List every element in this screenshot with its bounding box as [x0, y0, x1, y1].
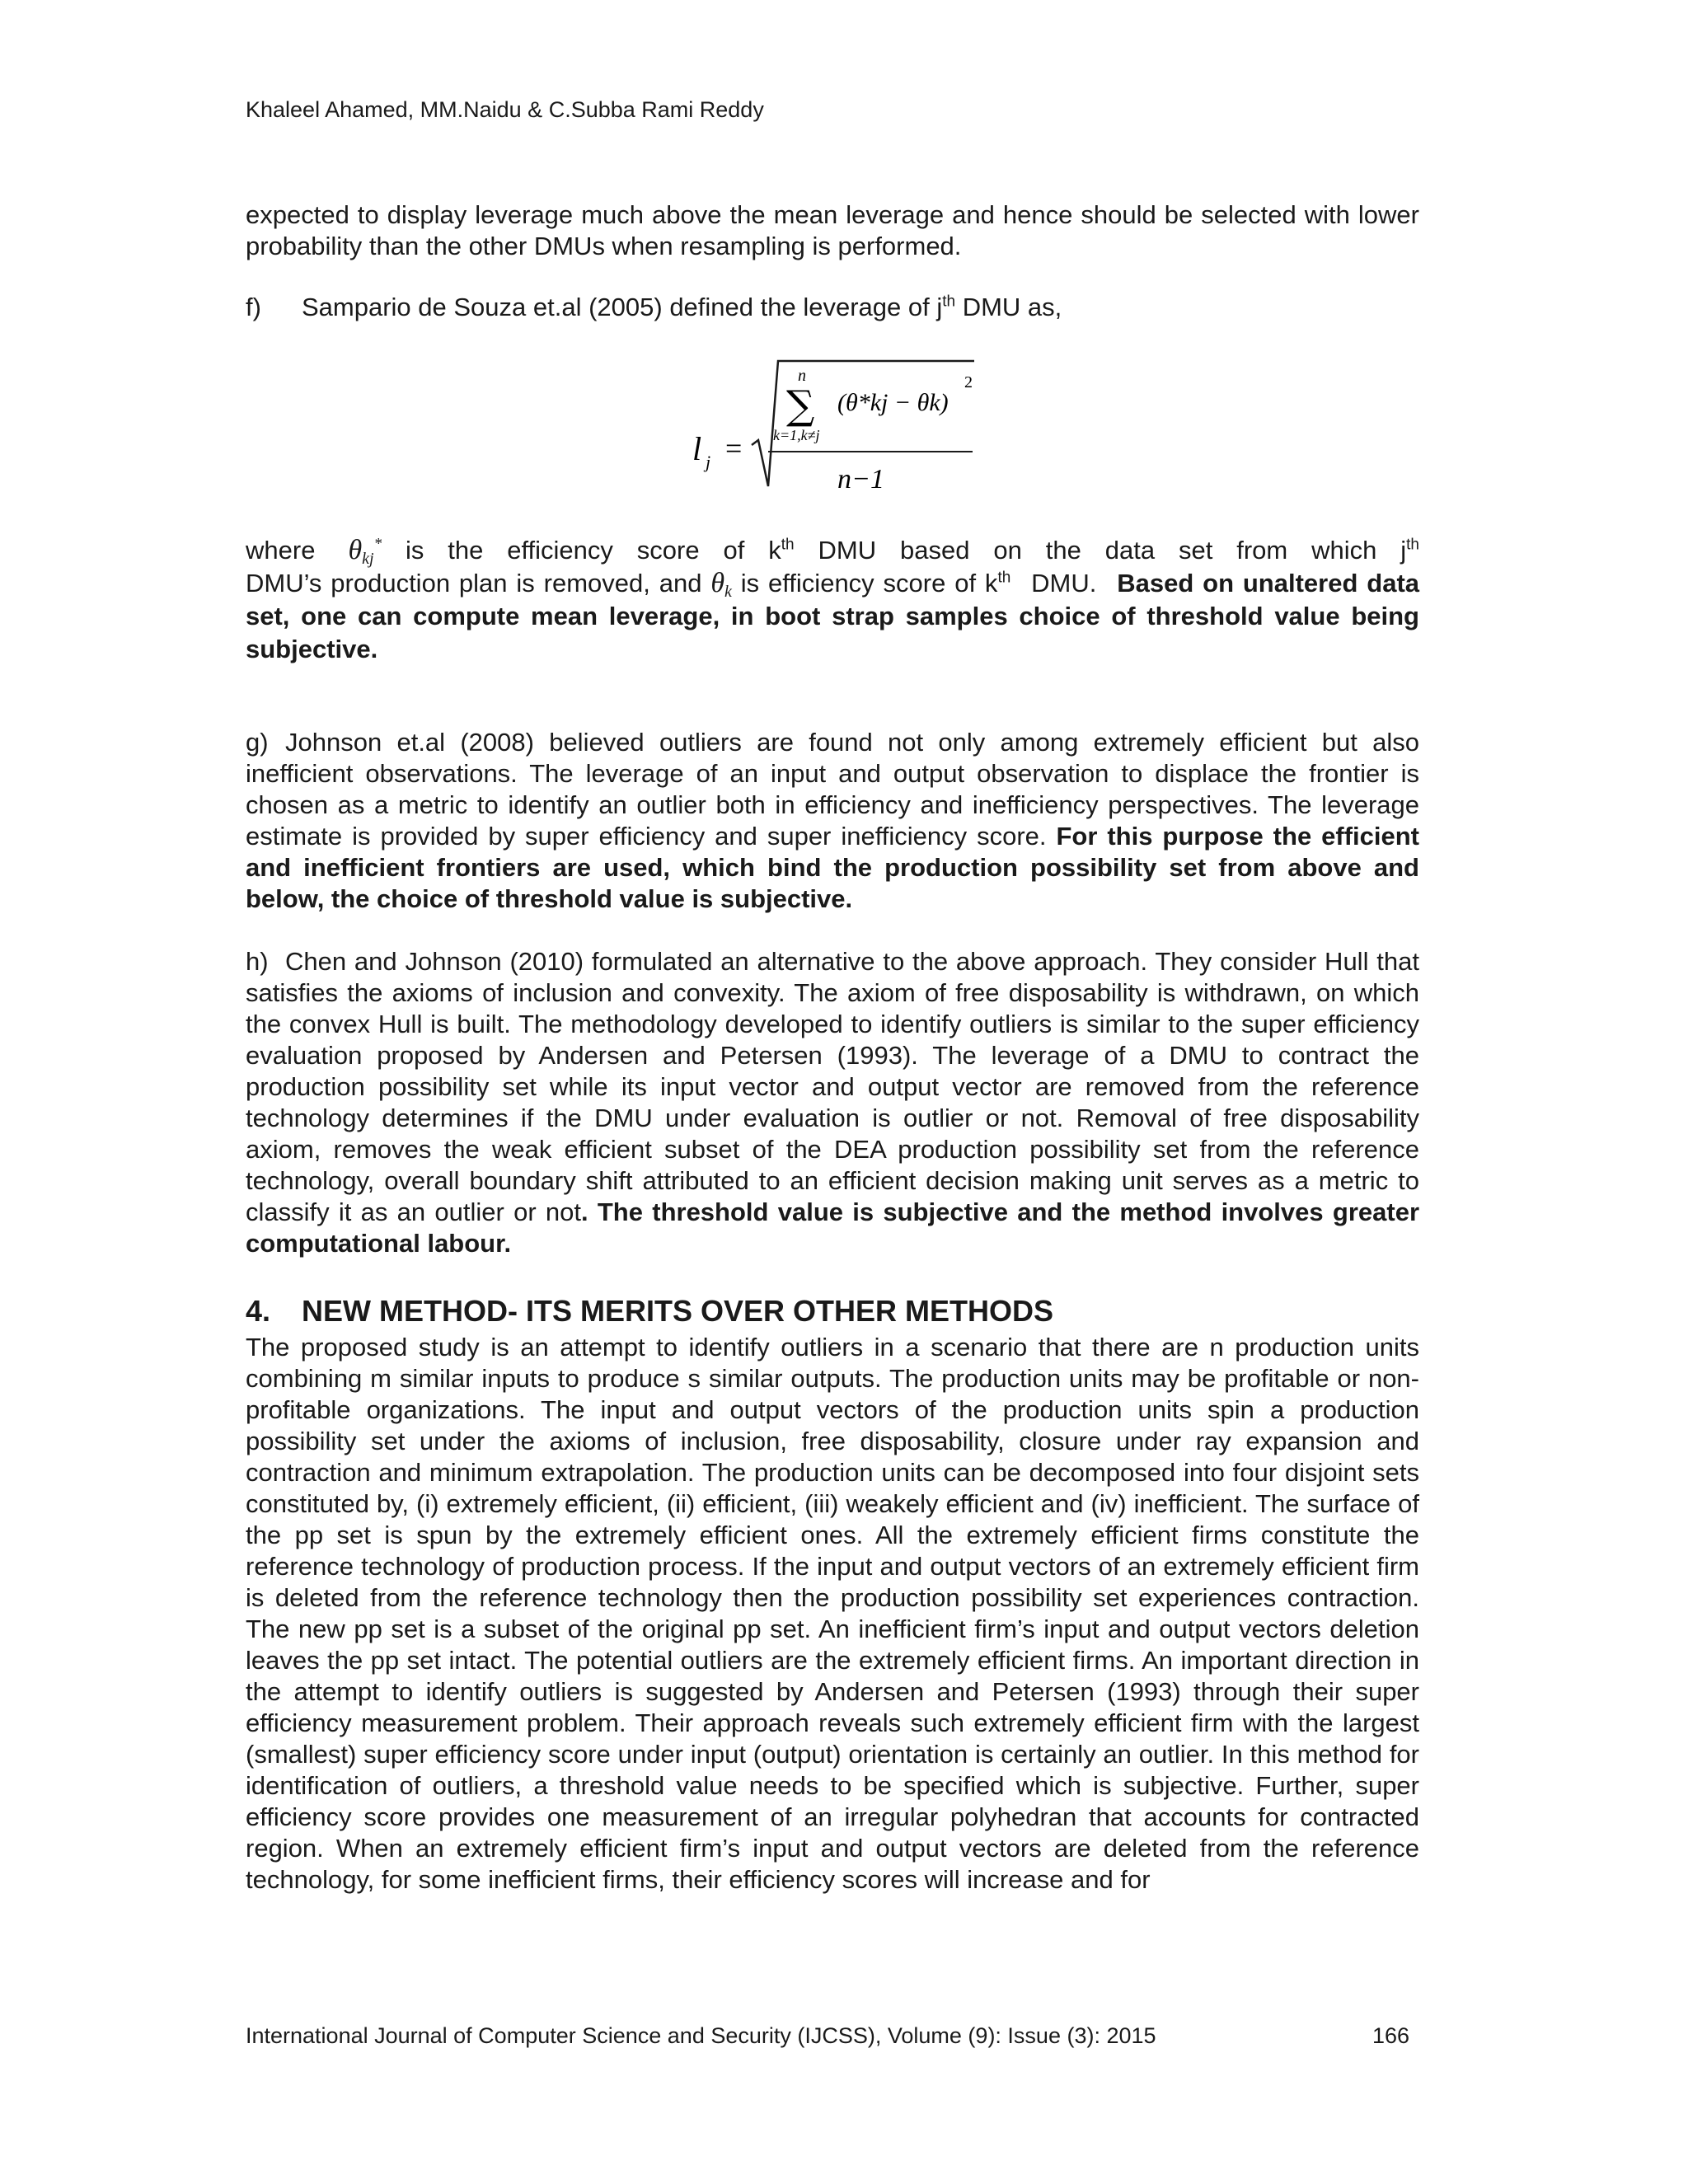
- formula-lhs-sub: j: [706, 452, 711, 472]
- sum-top: n: [798, 367, 806, 385]
- item-f-letter: f): [246, 293, 261, 321]
- item-h-bold: . The threshold value is subjective and the method involves greater computational labour.: [246, 1197, 1420, 1258]
- page-number: 166: [1372, 2023, 1410, 2048]
- item-h: h) Chen and Johnson (2010) formulated an alternative to the above approach. They consider Hull that satisfies the axioms of inclusion and convexity. The axiom of free disposability is withdrawn, on which the convex Hull is built. The methodology developed to identify outliers is similar to the super efficiency evaluation proposed by Andersen and Petersen (1993). The leverage of a DMU to contract the production possibility set while its input vector and output vector are removed from the reference technology determines if the DMU under evaluation is outlier or not. Removal of free disposability axiom, removes the weak efficient subset of the DEA production possibility set from the reference technology, overall boundary shift attributed to an efficient decision making unit serves as a metric to classify it as an outlier or not. The threshold value is subjective and the method involves greater computational labour.: [246, 947, 1420, 1258]
- formula-equals: =: [725, 432, 743, 465]
- denominator: n−1: [837, 464, 884, 494]
- item-f: [246, 292, 1419, 323]
- section-title: NEW METHOD- ITS MERITS OVER OTHER METHODS: [302, 1294, 1054, 1328]
- footer-journal: International Journal of Computer Science and Security (IJCSS), Volume (9): Issue (3): 2015: [246, 2023, 1156, 2048]
- item-f-text-a: Sampario de Souza et.al (2005) defined the leverage of j: [302, 293, 943, 321]
- item-g: g) Johnson et.al (2008) believed outliers are found not only among extremely efficient but also inefficient observations. The leverage of an input and output observation to displace the frontier is chosen as a metric to identify an outlier both in efficiency and inefficiency perspectives. The leverage estimate is provided by super efficiency and super inefficiency score. For this purpose the efficient and inefficient frontiers are used, which bind the production possibility set from above and below, the choice of threshold value is subjective.: [246, 728, 1419, 913]
- sum-sigma: ∑: [786, 382, 815, 429]
- section-heading: [246, 1294, 1053, 1329]
- numerator-expr: (θ*kj − θk): [837, 389, 949, 416]
- formula-lhs: l: [692, 430, 702, 467]
- where-paragraph: where $\theta_{kj}^*$ is the efficiency score of $k^{th}$ DMU based on the data set from which $j^{th}$ DMU’s production plan is removed, and $\theta_k$ is efficiency score of $k^{th}$ DMU. Based on unaltered data set, one can compute mean leverage, in boot strap samples choice of threshold value being subjective.: [246, 535, 1420, 663]
- section4-body: The proposed study is an attempt to identify outliers in a scenario that there are n production units combining m similar inputs to produce s similar outputs. The production units may be profitable or non-profitable organizations. The input and output vectors of the production units spin a production possibility set under the axioms of inclusion, free disposability, closure under ray expansion and contraction and minimum extrapolation. The production units can be decomposed into four disjoint sets constituted by, (i) extremely efficient, (ii) efficient, (iii) weakely efficient and (iv) inefficient. The surface of the pp set is spun by the extremely efficient ones. All the extremely efficient firms constitute the reference technology of production process. If the input and output vectors of an extremely efficient firm is deleted from the reference technology then the production possibility set experiences contraction. The new pp set is a subset of the original pp set. An inefficient firm’s input and output vectors deletion leaves the pp set intact. The potential outliers are the extremely efficient firms. An important direction in the attempt to identify outliers is suggested by Andersen and Petersen (1993) through their super efficiency measurement problem. Their approach reveals such extremely efficient firm with the largest (smallest) super efficiency score under input (output) orientation is certainly an outlier. In this method for identification of outliers, a threshold value needs to be specified which is subjective. Further, super efficiency score provides one measurement of an irregular polyhedran that accounts for contracted region. When an extremely efficient firm’s input and output vectors are deleted from the reference technology, for some inefficient firms, their efficiency scores will increase and for: [246, 1333, 1419, 1894]
- where-bold-text: Based on unaltered data set, one can compute mean leverage, in boot strap samples choice of threshold value being subjective.: [246, 569, 1420, 663]
- numerator-power: 2: [964, 373, 973, 391]
- sum-bottom: k=1,k≠j: [773, 427, 820, 443]
- theta-kj-symbol: $\theta_{kj}^*$: [348, 535, 382, 568]
- leverage-formula: [676, 354, 1006, 503]
- intro-paragraph: expected to display leverage much above the mean leverage and hence should be selected with lower probability than the other DMUs when resampling is performed.: [246, 200, 1419, 260]
- item-g-bold: For this purpose the efficient and inefficient frontiers are used, which bind the production possibility set from above and below, the choice of threshold value is subjective.: [246, 822, 1419, 913]
- item-f-text-b: DMU as,: [955, 293, 1062, 321]
- item-f-sup: th: [942, 293, 956, 311]
- theta-k-symbol: $\theta_k$: [710, 568, 732, 601]
- section-number: 4.: [246, 1294, 271, 1328]
- running-head: Khaleel Ahamed, MM.Naidu & C.Subba Rami Reddy: [246, 97, 764, 122]
